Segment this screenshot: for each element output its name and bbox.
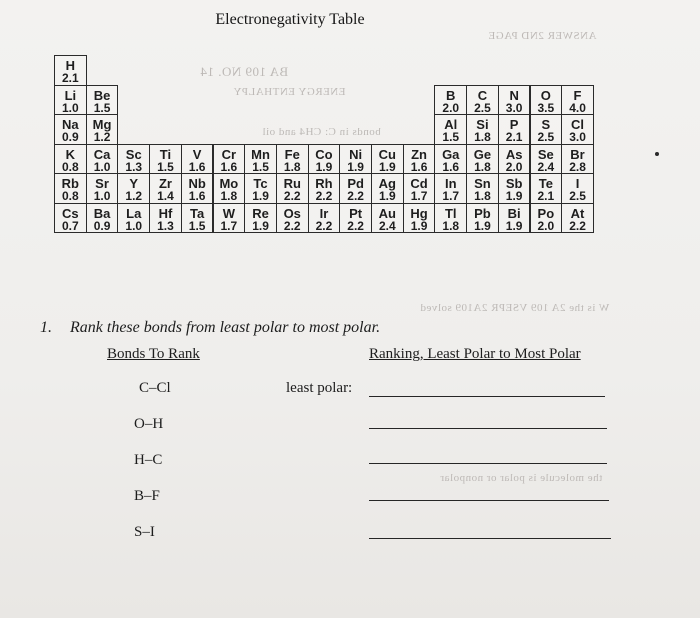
element-cell	[530, 173, 563, 204]
element-symbol: Be	[93, 87, 111, 103]
bond-label: H–C	[134, 452, 163, 468]
element-cell	[561, 114, 594, 145]
electronegativity-value: 2.1	[505, 130, 523, 144]
element-symbol: Ge	[473, 146, 492, 162]
element-symbol: Mg	[92, 117, 112, 132]
element-cell	[244, 173, 277, 204]
electronegativity-value: 0.8	[62, 189, 79, 203]
element-symbol: Cu	[378, 146, 397, 162]
element-symbol: Rb	[61, 176, 80, 191]
electronegativity-value: 2.2	[347, 189, 364, 203]
element-symbol: P	[509, 117, 519, 132]
element-symbol: Re	[252, 205, 269, 221]
faint-text: the molecule is polar or nonpolar	[440, 472, 603, 484]
electronegativity-value: 1.9	[315, 159, 333, 174]
element-symbol: H	[65, 58, 76, 73]
element-symbol: Cr	[221, 146, 237, 162]
element-cell	[213, 173, 246, 204]
electronegativity-value: 1.4	[157, 189, 174, 203]
element-cell	[530, 85, 563, 116]
question-number: 1.	[40, 319, 52, 336]
electronegativity-value: 1.9	[474, 218, 491, 233]
electronegativity-value: 1.5	[252, 159, 269, 174]
element-cell	[308, 173, 341, 204]
element-cell	[561, 173, 594, 204]
element-cell	[181, 144, 214, 175]
electronegativity-value: 1.0	[62, 100, 79, 115]
element-symbol: Tc	[253, 176, 268, 191]
element-symbol: I	[575, 176, 580, 191]
electronegativity-value: 1.6	[442, 159, 460, 174]
element-cell	[498, 85, 531, 116]
ranking-header: Ranking, Least Polar to Most Polar	[369, 346, 581, 362]
element-symbol: Si	[476, 117, 489, 132]
element-symbol: La	[126, 205, 142, 221]
element-symbol: V	[192, 146, 202, 162]
element-symbol: Br	[570, 146, 585, 162]
element-symbol: Al	[444, 117, 458, 132]
element-cell	[86, 203, 119, 234]
element-cell	[181, 173, 214, 204]
element-symbol: Hf	[158, 205, 173, 221]
element-cell	[403, 203, 436, 234]
element-symbol: Pd	[347, 176, 364, 191]
electronegativity-value: 2.1	[537, 189, 555, 203]
element-symbol: Po	[537, 205, 555, 221]
element-cell	[434, 203, 467, 234]
element-symbol: Ga	[442, 146, 460, 162]
element-symbol: Ni	[349, 146, 363, 162]
faint-text: bonds in C: CH4 and oil	[262, 126, 381, 138]
element-symbol: C	[477, 87, 488, 103]
electronegativity-value: 2.4	[537, 159, 555, 174]
electronegativity-value: 2.0	[505, 159, 523, 174]
electronegativity-value: 1.8	[283, 159, 301, 174]
electronegativity-value: 2.5	[569, 189, 586, 203]
element-cell	[466, 114, 499, 145]
element-cell	[498, 173, 531, 204]
bullet-dot	[655, 152, 659, 156]
element-cell	[530, 144, 563, 175]
element-symbol: Zr	[158, 176, 172, 191]
electronegativity-value: 1.9	[379, 159, 396, 174]
element-symbol: Te	[538, 176, 553, 191]
electronegativity-value: 0.9	[93, 218, 111, 233]
element-cell	[54, 85, 87, 116]
element-cell	[308, 144, 341, 175]
element-symbol: Hg	[410, 205, 428, 221]
element-cell	[371, 144, 404, 175]
electronegativity-value: 1.8	[220, 189, 238, 203]
element-cell	[54, 144, 87, 175]
element-symbol: Mn	[251, 146, 270, 162]
electronegativity-value: 1.2	[93, 130, 111, 144]
element-symbol: Ta	[190, 205, 205, 221]
element-cell	[244, 144, 277, 175]
element-symbol: Pt	[349, 205, 363, 221]
element-cell	[86, 173, 119, 204]
element-symbol: K	[65, 146, 76, 162]
electronegativity-value: 3.5	[537, 100, 555, 115]
element-cell	[561, 85, 594, 116]
element-symbol: Ba	[93, 205, 111, 221]
element-symbol: Cd	[410, 176, 428, 191]
electronegativity-value: 0.9	[62, 130, 79, 144]
electronegativity-value: 2.2	[347, 218, 364, 233]
electronegativity-value: 1.9	[505, 218, 523, 233]
element-cell	[561, 203, 594, 234]
element-cell	[276, 173, 309, 204]
element-cell	[117, 144, 150, 175]
element-cell	[308, 203, 341, 234]
electronegativity-value: 1.6	[188, 189, 206, 203]
element-symbol: Nb	[188, 176, 206, 191]
element-cell	[434, 85, 467, 116]
question-text: Rank these bonds from least polar to most polar.	[70, 319, 381, 336]
element-cell	[371, 173, 404, 204]
answer-line-4[interactable]	[369, 500, 609, 501]
element-symbol: Sc	[125, 146, 142, 162]
element-symbol: Bi	[507, 205, 521, 221]
element-cell	[466, 203, 499, 234]
electronegativity-value: 1.9	[505, 189, 523, 203]
element-symbol: Ag	[378, 176, 397, 191]
element-cell	[244, 203, 277, 234]
electronegativity-value: 1.2	[125, 189, 143, 203]
electronegativity-value: 1.8	[442, 218, 460, 233]
element-symbol: Y	[129, 176, 139, 191]
electronegativity-value: 1.7	[410, 189, 428, 203]
electronegativity-value: 1.8	[474, 130, 491, 144]
element-cell	[466, 85, 499, 116]
answer-line-3[interactable]	[369, 463, 607, 464]
electronegativity-value: 2.1	[62, 71, 79, 85]
element-cell	[434, 173, 467, 204]
element-symbol: As	[505, 146, 523, 162]
electronegativity-value: 3.0	[505, 100, 523, 115]
element-cell	[434, 114, 467, 145]
element-cell	[213, 144, 246, 175]
electronegativity-value: 1.0	[125, 218, 143, 233]
element-cell	[530, 203, 563, 234]
element-cell	[530, 114, 563, 145]
electronegativity-value: 2.2	[315, 189, 333, 203]
element-cell	[276, 144, 309, 175]
electronegativity-value: 1.0	[93, 159, 111, 174]
element-cell	[117, 203, 150, 234]
element-cell	[498, 203, 531, 234]
electronegativity-value: 2.2	[569, 218, 586, 233]
element-symbol: Ti	[159, 146, 172, 162]
element-symbol: At	[570, 205, 585, 221]
electronegativity-value: 1.9	[252, 218, 269, 233]
electronegativity-value: 1.6	[220, 159, 238, 174]
electronegativity-value: 2.2	[283, 218, 301, 233]
faint-text: ANSWER 2ND PAGE	[488, 30, 597, 42]
element-cell	[213, 203, 246, 234]
electronegativity-value: 1.9	[379, 189, 396, 203]
electronegativity-value: 1.6	[188, 159, 206, 174]
element-symbol: N	[509, 87, 519, 103]
element-cell	[498, 114, 531, 145]
bond-label: B–F	[134, 488, 160, 504]
element-symbol: W	[222, 205, 235, 221]
element-cell	[561, 144, 594, 175]
element-symbol: Au	[378, 205, 397, 221]
answer-line-2[interactable]	[369, 428, 607, 429]
electronegativity-value: 1.5	[442, 130, 460, 144]
element-cell	[117, 173, 150, 204]
element-symbol: Tl	[444, 205, 457, 221]
element-symbol: F	[573, 87, 582, 103]
element-symbol: Cs	[62, 205, 79, 221]
element-symbol: Sr	[95, 176, 109, 191]
element-symbol: B	[446, 87, 456, 103]
element-cell	[181, 203, 214, 234]
electronegativity-value: 1.7	[220, 218, 238, 233]
element-symbol: Sn	[474, 176, 491, 191]
electronegativity-value: 2.2	[315, 218, 333, 233]
bonds-header: Bonds To Rank	[107, 346, 200, 362]
bond-label: C–Cl	[139, 380, 171, 396]
element-cell	[54, 114, 87, 145]
faint-text: ENERGY ENTHALPY	[233, 86, 346, 98]
electronegativity-value: 1.5	[93, 100, 111, 115]
electronegativity-value: 1.0	[93, 189, 111, 203]
element-symbol: Se	[537, 146, 554, 162]
element-cell	[86, 144, 119, 175]
electronegativity-value: 0.8	[62, 159, 79, 174]
element-symbol: Ca	[93, 146, 111, 162]
element-symbol: Li	[64, 87, 77, 103]
electronegativity-value: 4.0	[569, 100, 586, 115]
element-symbol: Cl	[571, 117, 585, 132]
element-symbol: Mo	[219, 176, 239, 191]
element-cell	[403, 144, 436, 175]
electronegativity-value: 2.8	[569, 159, 586, 174]
element-cell	[339, 144, 372, 175]
element-symbol: Sb	[505, 176, 523, 191]
electronegativity-value: 1.7	[442, 189, 460, 203]
element-symbol: Na	[62, 117, 79, 132]
electronegativity-value: 2.5	[537, 130, 555, 144]
element-cell	[403, 173, 436, 204]
electronegativity-value: 1.3	[125, 159, 143, 174]
electronegativity-value: 0.7	[62, 218, 79, 233]
page-title: Electronegativity Table	[215, 11, 365, 28]
answer-line-5[interactable]	[369, 538, 611, 539]
element-cell	[434, 144, 467, 175]
answer-line-1[interactable]	[369, 396, 605, 397]
element-symbol: Ru	[283, 176, 301, 191]
element-cell	[276, 203, 309, 234]
electronegativity-value: 1.9	[410, 218, 428, 233]
faint-text: BA 109 NO. 14	[200, 64, 289, 79]
electronegativity-value: 3.0	[569, 130, 586, 144]
element-symbol: O	[540, 87, 551, 103]
element-cell	[498, 144, 531, 175]
faint-text: W is the 2A 109 VSEPR 2A109 solved	[420, 302, 610, 314]
element-cell	[466, 173, 499, 204]
element-symbol: Os	[283, 205, 301, 221]
electronegativity-value: 2.5	[474, 100, 491, 115]
electronegativity-value: 2.0	[537, 218, 555, 233]
least-polar-label: least polar:	[286, 380, 353, 396]
electronegativity-value: 1.9	[347, 159, 364, 174]
element-cell	[86, 114, 119, 145]
element-cell	[339, 173, 372, 204]
electronegativity-value: 1.3	[157, 218, 174, 233]
electronegativity-value: 1.8	[474, 159, 491, 174]
electronegativity-value: 1.5	[188, 218, 206, 233]
electronegativity-value: 2.2	[283, 189, 301, 203]
element-symbol: In	[444, 176, 457, 191]
electronegativity-value: 1.6	[410, 159, 428, 174]
element-cell	[149, 173, 182, 204]
element-cell	[339, 203, 372, 234]
electronegativity-value: 2.0	[442, 100, 460, 115]
element-cell	[54, 203, 87, 234]
electronegativity-value: 1.8	[474, 189, 491, 203]
element-cell	[371, 203, 404, 234]
element-symbol: Rh	[315, 176, 333, 191]
element-symbol: Ir	[319, 205, 329, 221]
bond-label: S–I	[134, 524, 155, 540]
element-cell	[149, 203, 182, 234]
electronegativity-value: 1.9	[252, 189, 269, 203]
element-symbol: Fe	[284, 146, 300, 162]
electronegativity-value: 1.5	[157, 159, 174, 174]
element-symbol: S	[541, 117, 551, 132]
element-symbol: Pb	[474, 205, 491, 221]
element-cell	[466, 144, 499, 175]
element-cell	[149, 144, 182, 175]
bond-label: O–H	[134, 416, 164, 432]
element-cell	[86, 85, 119, 116]
element-symbol: Co	[315, 146, 333, 162]
element-cell	[54, 55, 87, 86]
element-symbol: Zn	[411, 146, 427, 162]
element-cell	[54, 173, 87, 204]
electronegativity-value: 2.4	[379, 218, 396, 233]
